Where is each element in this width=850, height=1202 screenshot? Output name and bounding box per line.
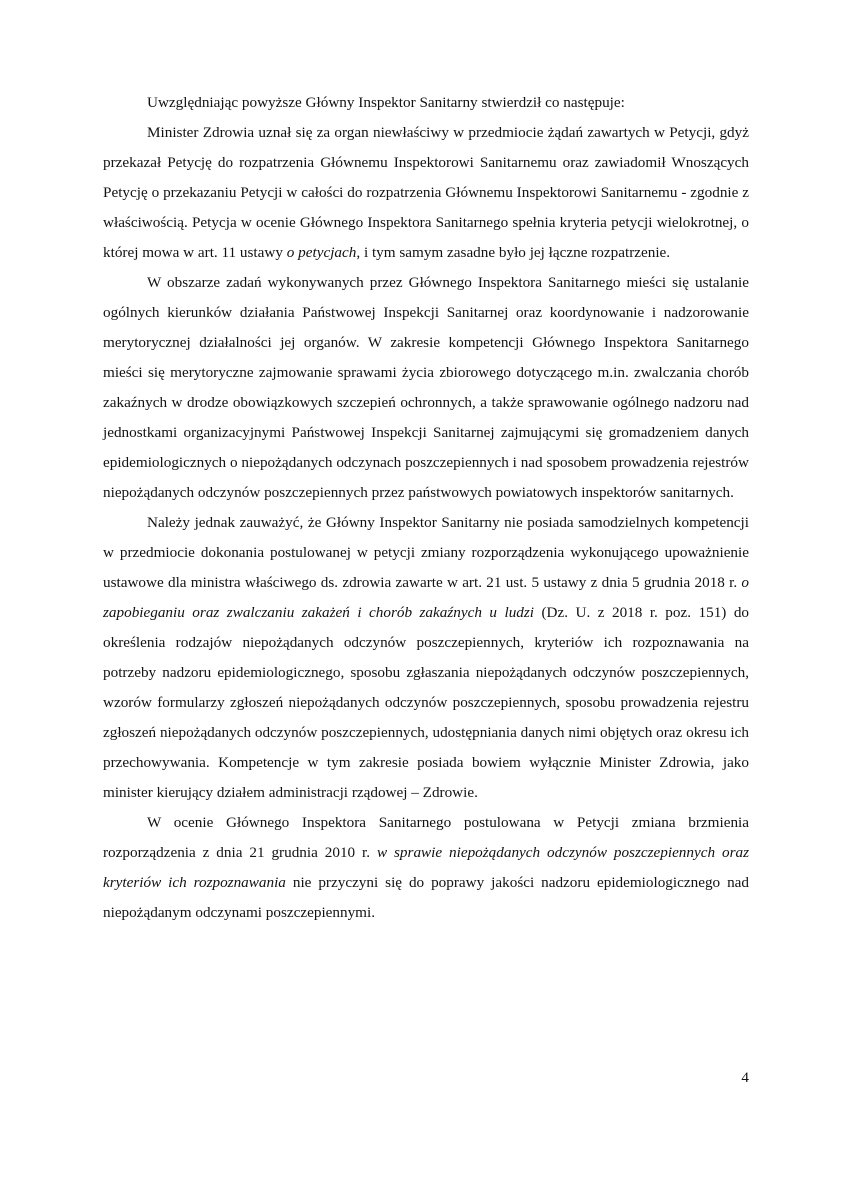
text-run: Należy jednak zauważyć, że Główny Inspektor Sanitarny nie posiada samodzielnych kompetencji w przedmiocie dokonania postulowanej w petycji zmiany rozporządzenia wykonującego upoważnienie ustawowe dla ministra właściwego ds. zdrowia zawarte w art. 21 ust. 5 ustawy z dnia 5 grudnia 2018 r. [103, 514, 749, 591]
text-run: Uwzględniając powyższe Główny Inspektor Sanitarny stwierdził co następuje: [147, 94, 625, 111]
text-run: W ocenie Głównego Inspektora Sanitarnego postulowana w Petycji zmiana brzmienia rozporządzenia z dnia 21 grudnia 2010 r. [103, 814, 749, 861]
text-run: nie przyczyni się do poprawy jakości nadzoru epidemiologicznego nad niepożądanym odczynami poszczepiennymi. [103, 874, 749, 921]
paragraph-3 [103, 268, 749, 508]
text-run: (Dz. U. z 2018 r. poz. 151) do określenia rodzajów niepożądanych odczynów poszczepiennych, kryteriów ich rozpoznawania na potrzeby nadzoru epidemiologicznego, sposobu zgłaszania niepożądanych odczynów poszczepiennych, wzorów formularzy zgłoszeń niepożądanych odczynów poszczepiennych, sposobu prowadzenia rejestru zgłoszeń niepożądanych odczynów poszczepiennych, udostępniania danych nimi objętych oraz okresu ich przechowywania. Kompetencje w tym zakresie posiada bowiem wyłącznie Minister Zdrowia, jako minister kierujący działem administracji rządowej – Zdrowie. [103, 604, 750, 801]
italic-run: o petycjach [286, 244, 357, 261]
text-run: W obszarze zadań wykonywanych przez Głównego Inspektora Sanitarnego mieści się ustalanie ogólnych kierunków działania Państwowej Inspekcji Sanitarnej oraz koordynowanie i nadzorowanie merytorycznej działalności jej organów. W zakresie kompetencji Głównego Inspektora Sanitarnego mieści się merytoryczne zajmowanie sprawami życia zbiorowego dotyczącego m.in. zwalczania chorób zakaźnych w drodze obowiązkowych szczepień ochronnych, a także sprawowanie ogólnego nadzoru nad jednostkami organizacyjnymi Państwowej Inspekcji Sanitarnej zajmującymi się gromadzeniem danych epidemiologicznych o niepożądanych odczynach poszczepiennych i nad sposobem prowadzenia rejestrów niepożądanych odczynów poszczepiennych przez państwowych powiatowych inspektorów sanitarnych. [103, 274, 749, 501]
paragraph-5 [103, 808, 749, 928]
document-body [103, 88, 749, 928]
paragraph-4 [103, 508, 749, 808]
italic-run: o zapobieganiu oraz zwalczaniu zakażeń i chorób zakaźnych u ludzi [103, 574, 749, 621]
text-run: , i tym samym zasadne było jej łączne rozpatrzenie. [356, 244, 671, 261]
paragraph-2 [103, 118, 749, 268]
text-run: Minister Zdrowia uznał się za organ niewłaściwy w przedmiocie żądań zawartych w Petycji, gdyż przekazał Petycję do rozpatrzenia Głównemu Inspektorowi Sanitarnemu oraz zawiadomił Wnoszących Petycję o przekazaniu Petycji w całości do rozpatrzenia Głównemu Inspektorowi Sanitarnemu - zgodnie z właściwością. Petycja w ocenie Głównego Inspektora Sanitarnego spełnia kryteria petycji wielokrotnej, o której mowa w art. 11 ustawy [103, 124, 749, 261]
italic-run: w sprawie niepożądanych odczynów poszczepiennych oraz kryteriów ich rozpoznawania [103, 844, 749, 891]
paragraph-1 [103, 88, 749, 118]
page-number: 4 [741, 1069, 749, 1086]
